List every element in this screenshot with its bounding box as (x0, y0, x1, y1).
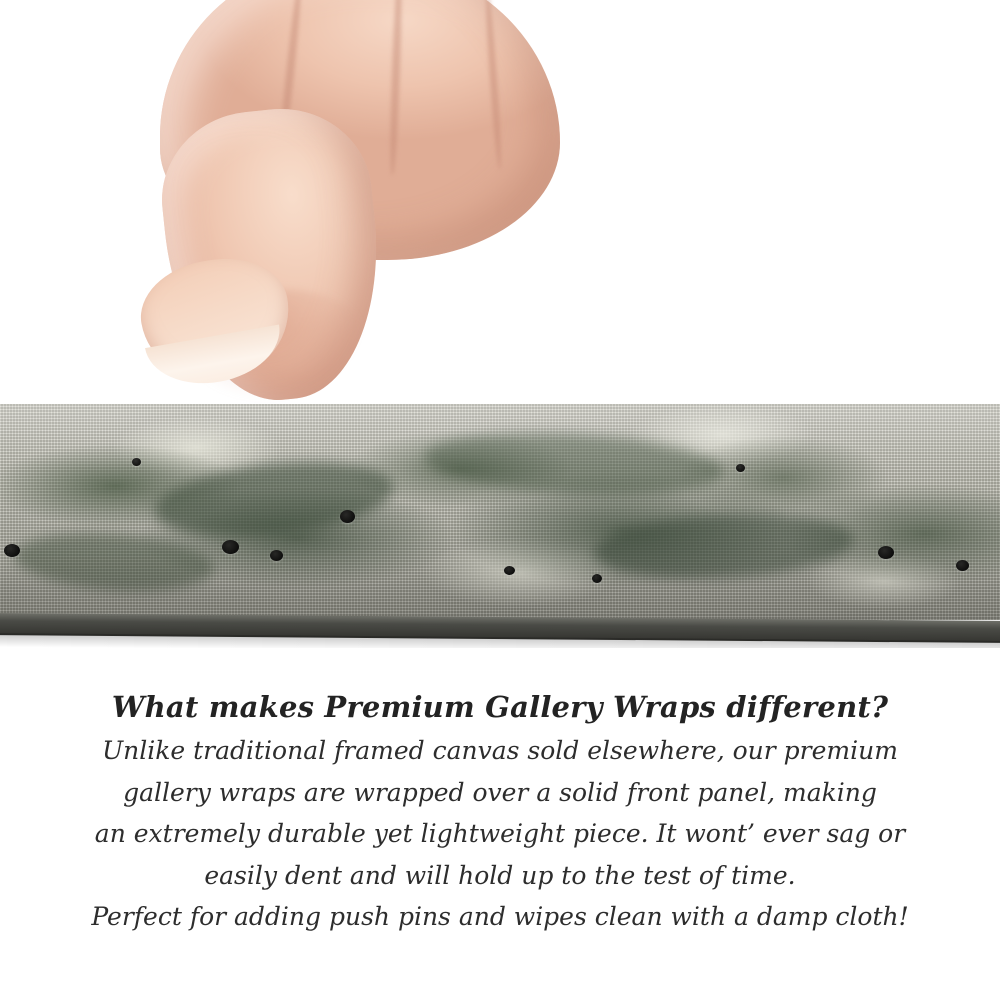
hand-graphic (120, 0, 560, 430)
caption-block (0, 690, 1000, 941)
caption-line: Unlike traditional framed canvas sold elsewhere, our premium (102, 736, 898, 765)
caption-line: easily dent and will hold up to the test of time. (204, 860, 796, 890)
finger-crease-icon (388, 0, 403, 176)
caption-line: an extremely durable yet lightweight piece. It wont’ ever sag or (94, 819, 906, 848)
gallery-wrap-canvas (0, 404, 1000, 648)
caption-title: What makes Premium Gallery Wraps different? (111, 690, 889, 724)
canvas-artwork-surface (0, 404, 1000, 620)
caption-body (0, 733, 1000, 935)
canvas-lighting-overlay (0, 404, 1000, 620)
caption-line: gallery wraps are wrapped over a solid front panel, making (123, 777, 877, 807)
caption-line: Perfect for adding push pins and wipes clean with a damp cloth! (91, 902, 909, 931)
finger-crease-icon (484, 0, 504, 170)
